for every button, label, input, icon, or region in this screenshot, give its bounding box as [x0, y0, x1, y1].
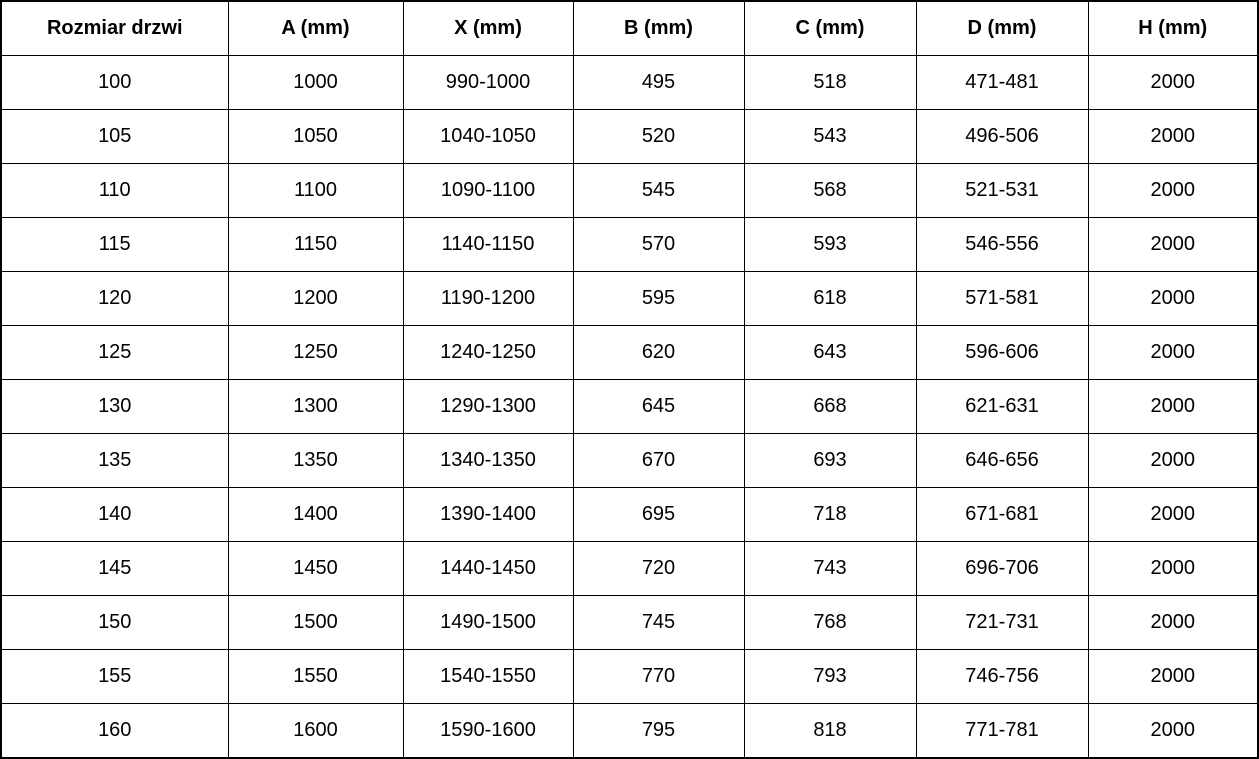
table-cell: 743	[744, 542, 916, 596]
table-cell: 645	[573, 380, 744, 434]
table-cell: 546-556	[916, 218, 1088, 272]
table-cell: 521-531	[916, 164, 1088, 218]
table-cell: 1000	[228, 56, 403, 110]
table-cell: 1140-1150	[403, 218, 573, 272]
table-row	[1, 380, 1258, 434]
table-cell: 495	[573, 56, 744, 110]
table-cell: 1040-1050	[403, 110, 573, 164]
table-cell: 718	[744, 488, 916, 542]
table-cell: 770	[573, 650, 744, 704]
table-cell: 2000	[1088, 596, 1258, 650]
table-cell: 1090-1100	[403, 164, 573, 218]
table-row	[1, 704, 1258, 759]
table-cell: 818	[744, 704, 916, 759]
table-cell: 595	[573, 272, 744, 326]
table-cell: 1390-1400	[403, 488, 573, 542]
table-cell: 1350	[228, 434, 403, 488]
table-cell: 771-781	[916, 704, 1088, 759]
table-cell: 150	[1, 596, 228, 650]
table-cell: 596-606	[916, 326, 1088, 380]
table-cell: 2000	[1088, 56, 1258, 110]
table-cell: 130	[1, 380, 228, 434]
table-cell: 768	[744, 596, 916, 650]
table-cell: 2000	[1088, 218, 1258, 272]
table-cell: 1340-1350	[403, 434, 573, 488]
table-cell: 1150	[228, 218, 403, 272]
table-cell: 1050	[228, 110, 403, 164]
table-cell: 668	[744, 380, 916, 434]
table-row	[1, 218, 1258, 272]
table-row	[1, 272, 1258, 326]
table-cell: 696-706	[916, 542, 1088, 596]
table-cell: 1600	[228, 704, 403, 759]
table-cell: 620	[573, 326, 744, 380]
table-row	[1, 434, 1258, 488]
table-cell: 568	[744, 164, 916, 218]
table-row	[1, 542, 1258, 596]
table-cell: 693	[744, 434, 916, 488]
column-header: D (mm)	[916, 1, 1088, 56]
table-cell: 545	[573, 164, 744, 218]
table-row	[1, 326, 1258, 380]
table-cell: 795	[573, 704, 744, 759]
table-cell: 618	[744, 272, 916, 326]
table-cell: 115	[1, 218, 228, 272]
table-row	[1, 164, 1258, 218]
table-cell: 518	[744, 56, 916, 110]
table-cell: 155	[1, 650, 228, 704]
table-cell: 105	[1, 110, 228, 164]
table-cell: 671-681	[916, 488, 1088, 542]
table-cell: 746-756	[916, 650, 1088, 704]
table-cell: 793	[744, 650, 916, 704]
table-cell: 571-581	[916, 272, 1088, 326]
table-cell: 135	[1, 434, 228, 488]
table-cell: 621-631	[916, 380, 1088, 434]
column-header: C (mm)	[744, 1, 916, 56]
table-cell: 1100	[228, 164, 403, 218]
table-cell: 2000	[1088, 164, 1258, 218]
table-cell: 2000	[1088, 704, 1258, 759]
table-row	[1, 488, 1258, 542]
table-cell: 543	[744, 110, 916, 164]
table-cell: 646-656	[916, 434, 1088, 488]
table-cell: 1400	[228, 488, 403, 542]
column-header: A (mm)	[228, 1, 403, 56]
column-header: X (mm)	[403, 1, 573, 56]
table-cell: 695	[573, 488, 744, 542]
table-cell: 745	[573, 596, 744, 650]
table-cell: 2000	[1088, 434, 1258, 488]
table-cell: 145	[1, 542, 228, 596]
table-cell: 721-731	[916, 596, 1088, 650]
table-cell: 160	[1, 704, 228, 759]
table-cell: 496-506	[916, 110, 1088, 164]
table-cell: 2000	[1088, 272, 1258, 326]
table-cell: 670	[573, 434, 744, 488]
table-cell: 100	[1, 56, 228, 110]
table-cell: 125	[1, 326, 228, 380]
table-cell: 1240-1250	[403, 326, 573, 380]
table-cell: 2000	[1088, 380, 1258, 434]
table-cell: 1290-1300	[403, 380, 573, 434]
table-cell: 1590-1600	[403, 704, 573, 759]
table-row	[1, 596, 1258, 650]
table-cell: 1450	[228, 542, 403, 596]
table-row	[1, 56, 1258, 110]
table-cell: 1490-1500	[403, 596, 573, 650]
table-cell: 1190-1200	[403, 272, 573, 326]
table-cell: 1200	[228, 272, 403, 326]
table-cell: 520	[573, 110, 744, 164]
table-cell: 1540-1550	[403, 650, 573, 704]
table-cell: 593	[744, 218, 916, 272]
table-body	[1, 56, 1258, 759]
table-cell: 2000	[1088, 110, 1258, 164]
table-cell: 720	[573, 542, 744, 596]
table-cell: 1550	[228, 650, 403, 704]
table-cell: 140	[1, 488, 228, 542]
table-cell: 570	[573, 218, 744, 272]
table-cell: 2000	[1088, 488, 1258, 542]
table-cell: 1440-1450	[403, 542, 573, 596]
table-row	[1, 650, 1258, 704]
table-cell: 2000	[1088, 542, 1258, 596]
table-row	[1, 110, 1258, 164]
table-cell: 1500	[228, 596, 403, 650]
table-cell: 120	[1, 272, 228, 326]
column-header: B (mm)	[573, 1, 744, 56]
table-cell: 990-1000	[403, 56, 573, 110]
column-header: H (mm)	[1088, 1, 1258, 56]
table-cell: 2000	[1088, 326, 1258, 380]
table-cell: 643	[744, 326, 916, 380]
table-cell: 2000	[1088, 650, 1258, 704]
table-cell: 471-481	[916, 56, 1088, 110]
table-header-row	[1, 1, 1258, 56]
table-cell: 110	[1, 164, 228, 218]
column-header: Rozmiar drzwi	[1, 1, 228, 56]
table-cell: 1250	[228, 326, 403, 380]
table-cell: 1300	[228, 380, 403, 434]
